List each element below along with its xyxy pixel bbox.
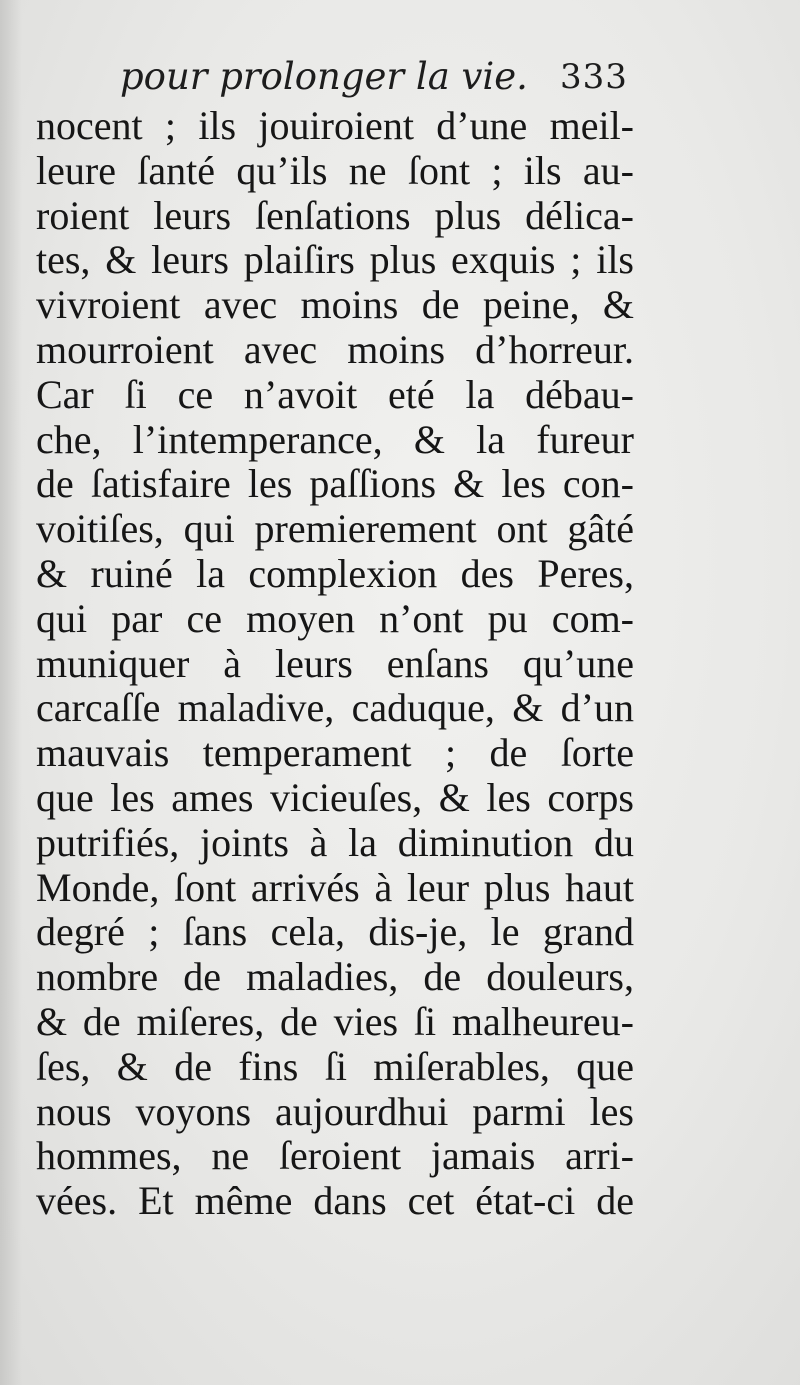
body-text (36, 104, 634, 1224)
text-line: putrifiés, joints à la diminution du (36, 820, 634, 865)
text-line: degré ; ſans cela, dis-je, le grand (36, 910, 634, 955)
text-line: muniquer à leurs enſans qu’une (36, 641, 634, 686)
text-line: & de miſeres, de vies ſi malheureu- (36, 999, 634, 1044)
text-line: hommes, ne ſeroient jamais arri- (36, 1134, 634, 1179)
text-line: qui par ce moyen n’ont pu com- (36, 596, 634, 641)
text-line: roient leurs ſenſations plus délica- (36, 193, 634, 238)
page-gutter-shadow (0, 0, 22, 1385)
text-line: Car ſi ce n’avoit eté la débau- (36, 372, 634, 417)
text-line: nombre de maladies, de douleurs, (36, 955, 634, 1000)
running-header (0, 52, 800, 102)
text-line: tes, & leurs plaiſirs plus exquis ; ils (36, 238, 634, 283)
text-line: vées. Et même dans cet état-ci de (36, 1179, 634, 1224)
text-line: che, l’intemperance, & la fureur (36, 417, 634, 462)
text-line: leure ſanté qu’ils ne ſont ; ils au- (36, 148, 634, 193)
text-line: mauvais temperament ; de ſorte (36, 731, 634, 776)
text-line: de ſatisfaire les paſſions & les con- (36, 462, 634, 507)
text-line: mourroient avec moins d’horreur. (36, 327, 634, 372)
text-line: nous voyons aujourdhui parmi les (36, 1089, 634, 1134)
text-line: nocent ; ils jouiroient d’une meil- (36, 104, 634, 148)
running-title: pour prolonger la vie. (120, 55, 528, 98)
text-line: & ruiné la complexion des Peres, (36, 551, 634, 596)
text-line: carcaſſe maladive, caduque, & d’un (36, 686, 634, 731)
text-line: vivroient avec moins de peine, & (36, 283, 634, 328)
text-line: ſes, & de fins ſi miſerables, que (36, 1044, 634, 1089)
text-line: voitiſes, qui premierement ont gâté (36, 507, 634, 552)
text-line: Monde, ſont arrivés à leur plus haut (36, 865, 634, 910)
text-line: que les ames vicieuſes, & les corps (36, 775, 634, 820)
page-number: 333 (560, 57, 628, 97)
